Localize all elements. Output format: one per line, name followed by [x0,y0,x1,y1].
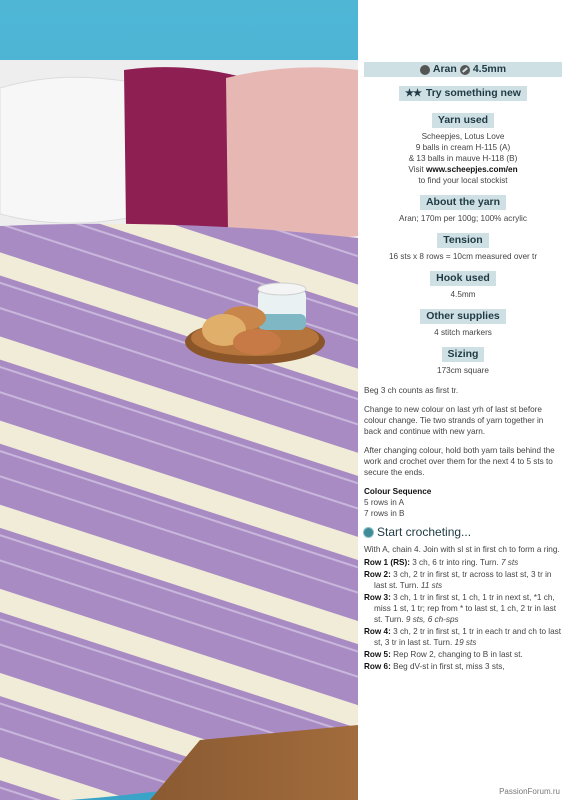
start-heading-text: Start crocheting... [377,525,472,539]
row-text: 3 ch, 1 tr in first st, 1 ch, 1 tr in next st, *1 ch, miss 1 st, 1 tr; rep from * to last st, 1 ch, 2 tr in last st. Turn. [374,593,556,624]
note-colour-change: Change to new colour on last yrh of last st before colour change. Tie two strands of yarn together in back and continue with new yarn. [364,405,544,436]
pattern-row [364,592,562,625]
row-label: Row 4: [364,627,391,636]
yarn-ball-icon [420,65,430,75]
tension-text: 16 sts x 8 rows = 10cm measured over tr [388,252,538,261]
difficulty-box [399,86,527,101]
pattern-rows [364,557,562,672]
hook-icon [460,65,470,75]
row-text: Rep Row 2, changing to B in last st. [390,650,523,659]
colour-sequence [364,486,562,519]
row-count: 7 sts [500,558,519,567]
note-yarn-tails: After changing colour, hold both yarn tails behind the work and crochet over them for the next 4 to 5 sts to secure the ends. [364,446,555,477]
row-text: 3 ch, 2 tr in first st, tr across to last st, 3 tr in last st. Turn. [374,570,552,590]
pattern-row [364,626,562,648]
row-label: Row 1 (RS): [364,558,410,567]
row-text: 3 ch, 6 tr into ring. Turn. [409,558,501,567]
difficulty-label: Try something new [425,87,521,99]
yarn-line-3: & 13 balls in mauve H-118 (B) [408,154,518,163]
yarn-weight: Aran [432,63,457,75]
start-crocheting-heading [364,527,562,538]
row-label: Row 3: [364,593,391,602]
about-yarn-section [364,195,562,224]
yarn-line-1: Scheepjes, Lotus Love [421,132,505,141]
row-text: Beg dV-st in first st, miss 3 sts, [390,662,505,671]
row-text: 3 ch, 2 tr in first st, 1 tr in each tr and ch to last st, 3 tr in last st. Turn. [374,627,562,647]
hook-used-heading: Hook used [430,271,496,286]
colour-seq-line-1: 5 rows in A [364,498,405,507]
about-yarn-heading: About the yarn [420,195,506,210]
badge-box [364,62,562,77]
difficulty-badge [364,86,562,104]
hook-used-text: 4.5mm [450,290,476,299]
yarn-visit-line [364,164,562,175]
flower-bullet-icon [364,528,373,537]
yarn-line-5: to find your local stockist [418,176,508,185]
row-label: Row 5: [364,650,391,659]
start-intro: With A, chain 4. Join with sl st in first ch to form a ring. [364,545,560,554]
pattern-row [364,649,562,660]
difficulty-stars-icon: ★★ [405,88,421,99]
other-supplies-text: 4 stitch markers [434,328,492,337]
visit-prefix: Visit [408,165,424,174]
colour-seq-line-2: 7 rows in B [364,509,405,518]
pattern-info-column [364,62,562,673]
yarn-line-2: 9 balls in cream H-115 (A) [415,143,511,152]
hook-used-section [364,271,562,300]
tension-heading: Tension [437,233,488,248]
yarn-used-heading: Yarn used [432,113,494,128]
yarn-used-section [364,113,562,186]
sizing-heading: Sizing [442,347,485,362]
pattern-row [364,569,562,591]
sizing-section [364,347,562,376]
stockist-link[interactable]: www.scheepjes.com/en [425,165,518,174]
pattern-row [364,661,562,672]
pattern-row [364,557,562,568]
about-yarn-text: Aran; 170m per 100g; 100% acrylic [399,214,527,223]
row-label: Row 2: [364,570,391,579]
row-count: 11 sts [420,581,443,590]
colour-sequence-heading: Colour Sequence [364,487,432,496]
row-label: Row 6: [364,662,391,671]
note-beg-ch: Beg 3 ch counts as first tr. [364,386,459,395]
other-supplies-section [364,309,562,338]
row-count: 9 sts, 6 ch-sps [405,615,459,624]
yarn-weight-hook-badge [364,62,562,77]
row-count: 19 sts [454,638,477,647]
tension-section [364,233,562,262]
sizing-text: 173cm square [437,366,489,375]
other-supplies-heading: Other supplies [420,309,506,324]
hook-size: 4.5mm [472,63,507,75]
watermark: PassionForum.ru [499,787,560,796]
